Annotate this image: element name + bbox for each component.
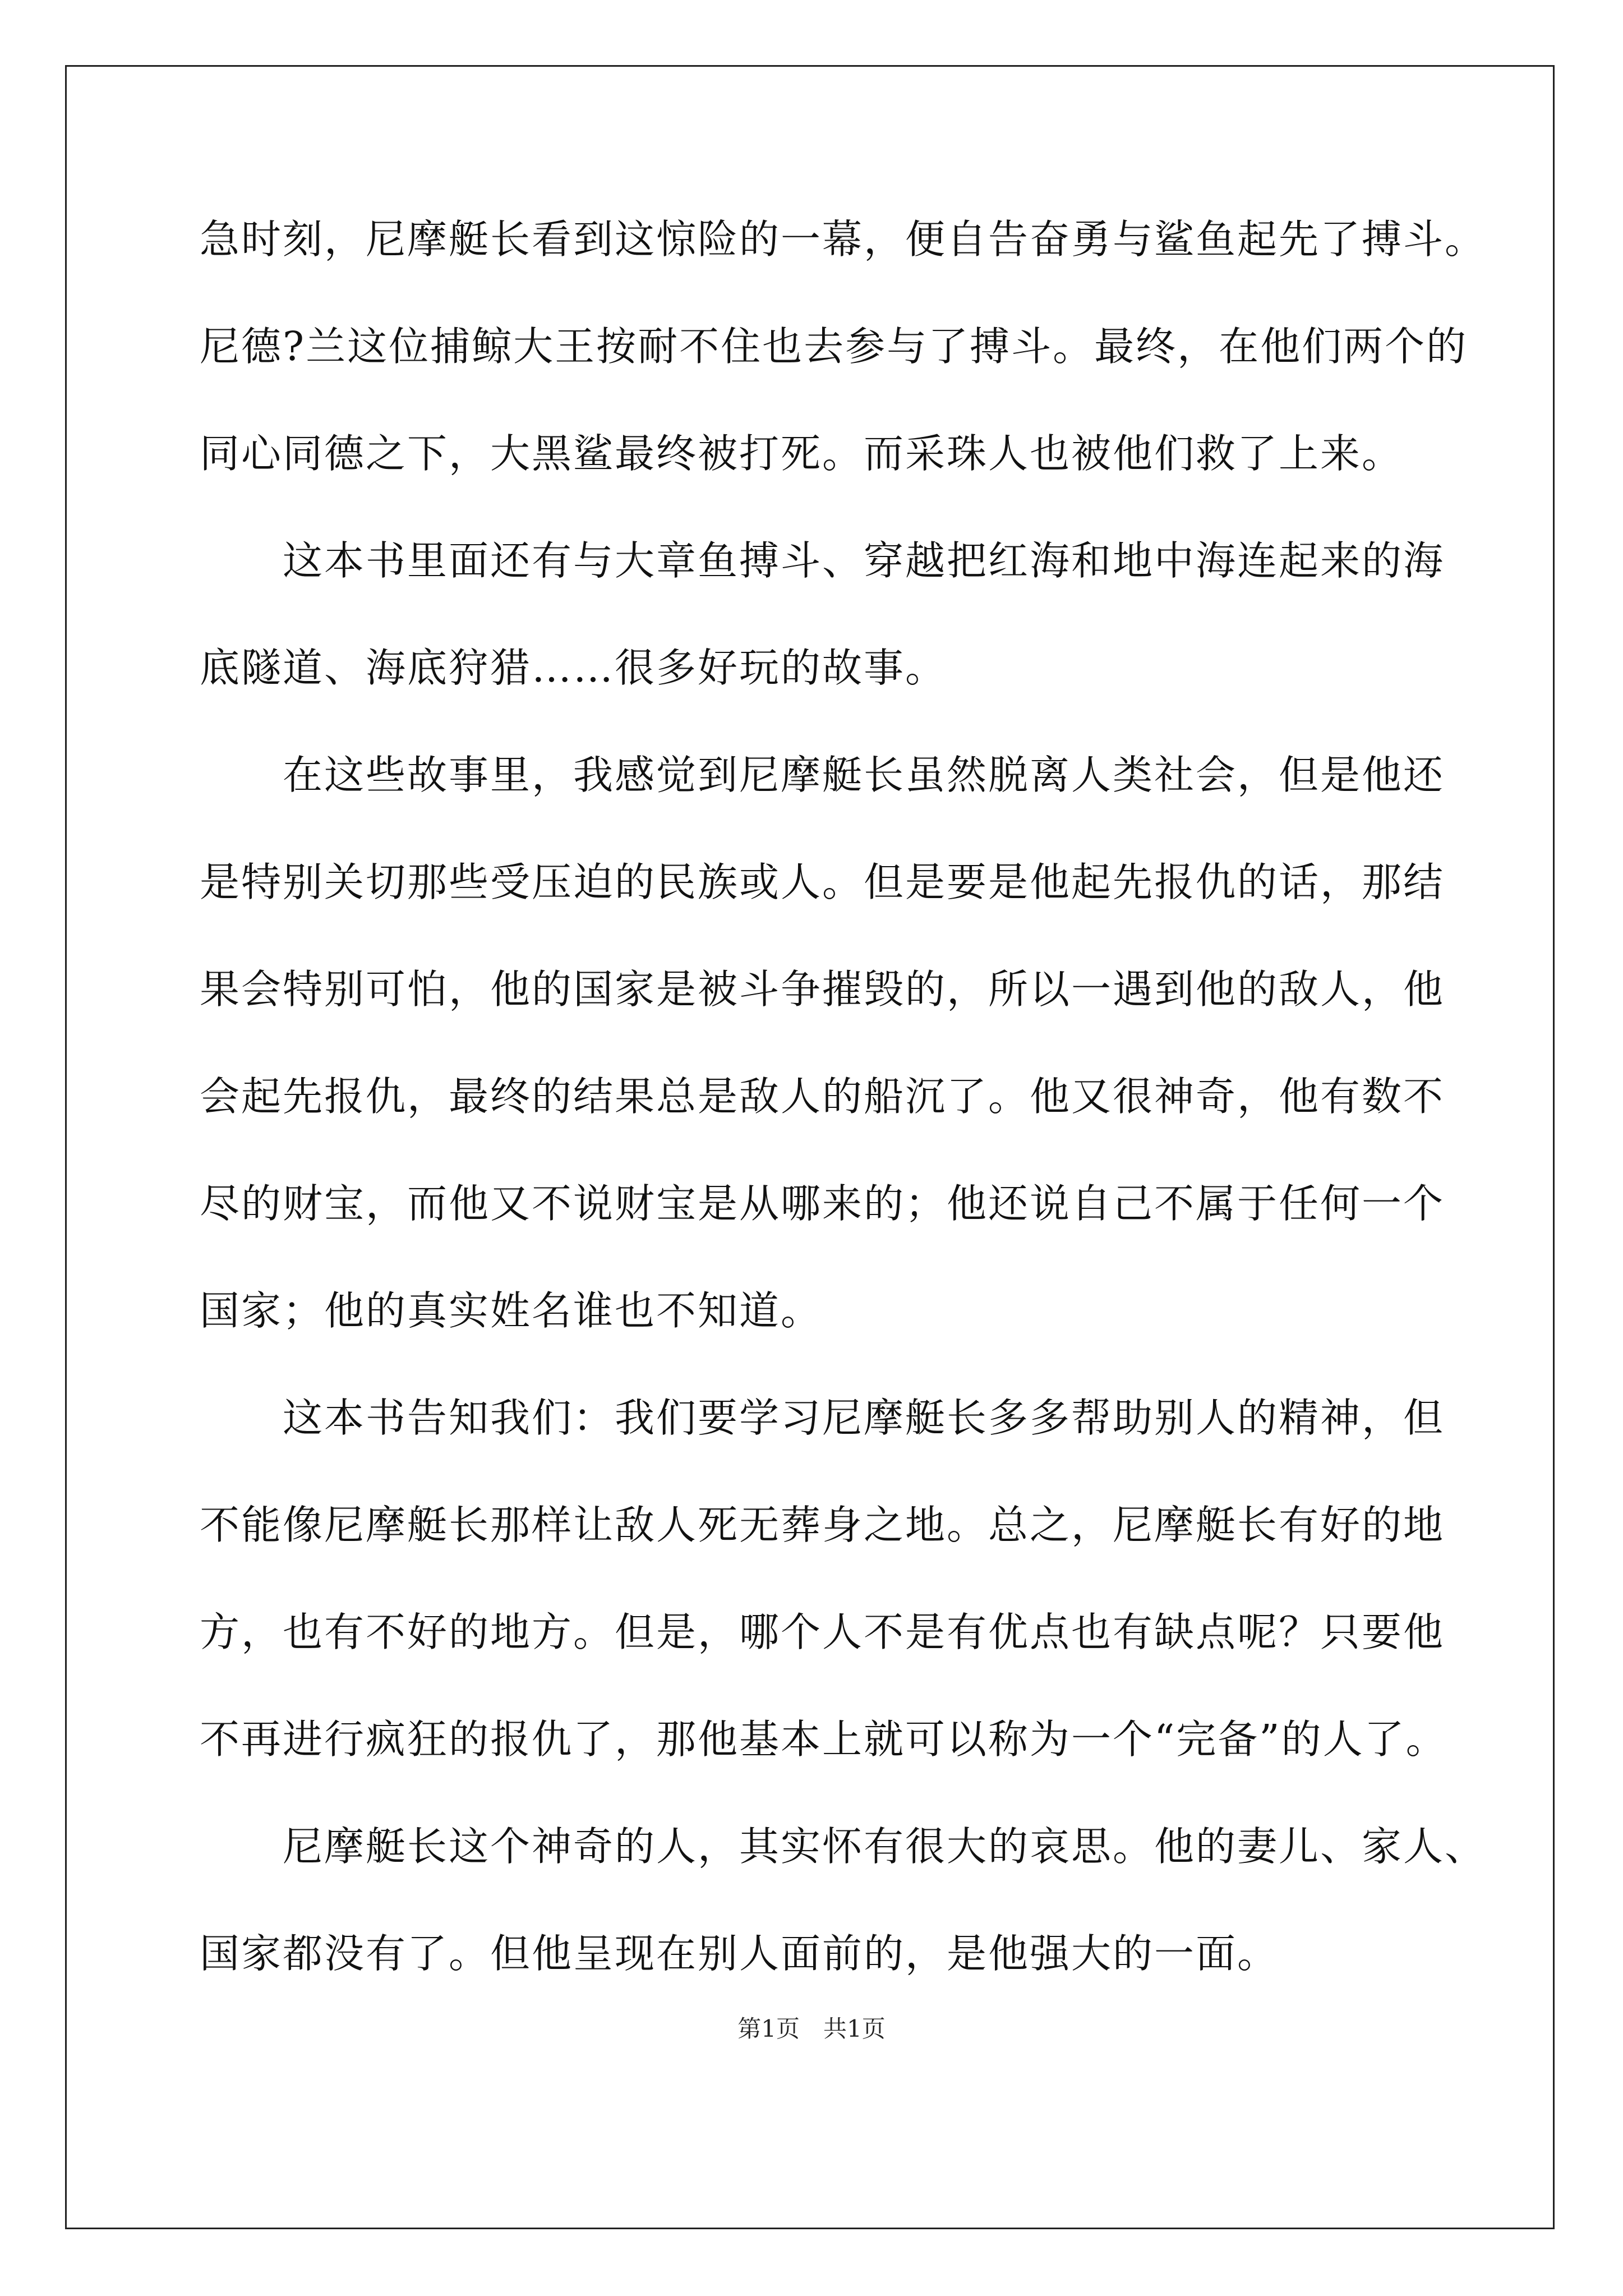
page-number: 第1页 共1页 (737, 2015, 886, 2042)
text-line: 底隧道、海底狩猎……很多好玩的故事。 (200, 645, 947, 691)
text-line: 方，也有不好的地方。但是，哪个人不是有优点也有缺点呢？只要他 (200, 1609, 1445, 1655)
text-line: 尼德?兰这位捕鲸大王按耐不住也去参与了搏斗。最终，在他们两个的 (200, 323, 1468, 370)
text-line: 这本书里面还有与大章鱼搏斗、穿越把红海和地中海连起来的海 (200, 537, 1445, 584)
text-line: 在这些故事里，我感觉到尼摩艇长虽然脱离人类社会，但是他还 (200, 752, 1445, 798)
text-line: 这本书告知我们：我们要学习尼摩艇长多多帮助别人的精神，但 (200, 1395, 1445, 1441)
text-line: 不再进行疯狂的报仇了，那他基本上就可以称为一个“完备”的人了。 (200, 1716, 1447, 1763)
text-line: 尽的财宝，而他又不说财宝是从哪来的；他还说自己不属于任何一个 (200, 1180, 1445, 1227)
text-line: 国家；他的真实姓名谁也不知道。 (200, 1287, 823, 1334)
text-line: 不能像尼摩艇长那样让敌人死无葬身之地。总之，尼摩艇长有好的地 (200, 1502, 1445, 1548)
text-line: 同心同德之下，大黑鲨最终被打死。而采珠人也被他们救了上来。 (200, 430, 1404, 477)
text-line: 会起先报仇，最终的结果总是敌人的船沉了。他又很神奇，他有数不 (200, 1073, 1445, 1120)
text-line: 果会特别可怕，他的国家是被斗争摧毁的，所以一遇到他的敌人，他 (200, 966, 1445, 1013)
text-line: 急时刻，尼摩艇长看到这惊险的一幕，便自告奋勇与鲨鱼起先了搏斗。 (200, 216, 1487, 263)
text-line: 尼摩艇长这个神奇的人，其实怀有很大的哀思。他的妻儿、家人、 (200, 1823, 1487, 1870)
page-border (65, 65, 1555, 2229)
text-line: 国家都没有了。但他呈现在别人面前的，是他强大的一面。 (200, 1930, 1279, 1977)
text-line: 是特别关切那些受压迫的民族或人。但是要是他起先报仇的话，那结 (200, 859, 1445, 905)
